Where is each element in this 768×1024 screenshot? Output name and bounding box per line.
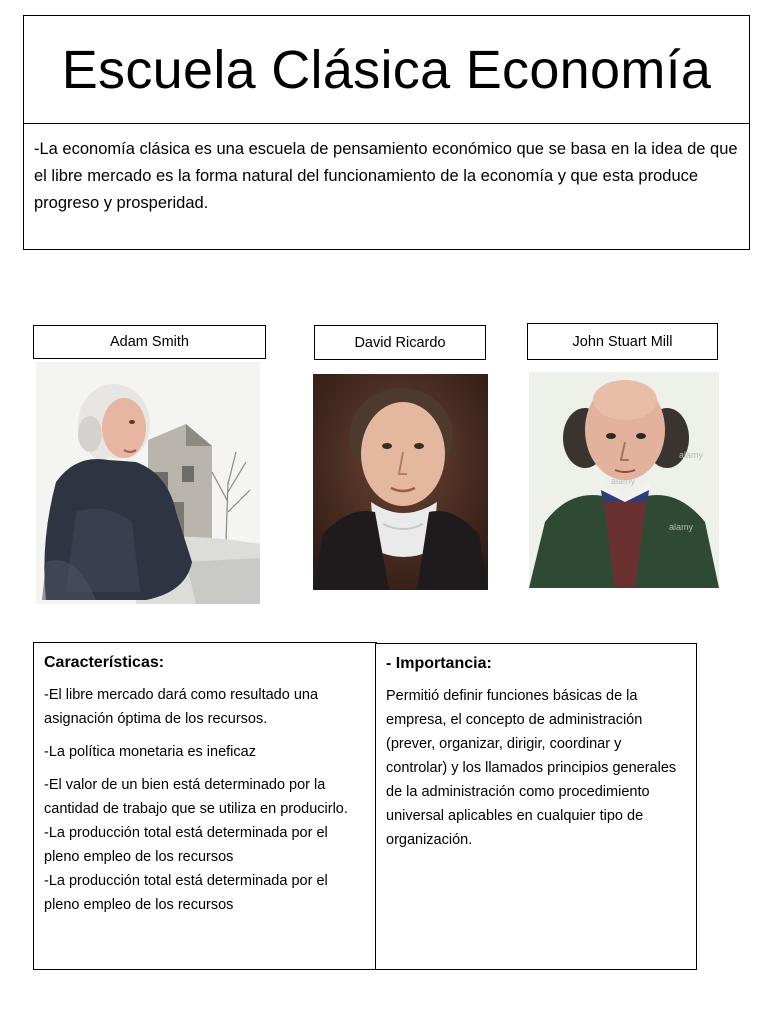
label-david-ricardo [314,325,486,360]
characteristic-item-3: -El valor de un bien está determinado por la cantidad de trabajo que se utiliza en producirlo. [44,777,348,817]
watermark-1: alamy [679,450,704,460]
characteristic-item-2: -La política monetaria es ineficaz [44,744,256,760]
importance-box [375,643,697,970]
importance-heading: - Importancia: [386,655,492,672]
page-title: Escuela Clásica Economía [61,40,712,100]
characteristic-item-1: -El libre mercado dará como resultado una asignación óptima de los recursos. [44,687,319,727]
intro-text: -La economía clásica es una escuela de pensamiento económico que se basa en la idea de que el libre mercado es la forma natural del funcionamiento de la economía y que esta produce progreso y prosperidad. [34,140,738,212]
label-adam-smith [33,325,266,359]
label-john-stuart-mill-text: John Stuart Mill [572,333,673,350]
characteristic-item-5: -La producción total está determinada por el pleno empleo de los recursos [44,873,328,913]
characteristic-item-4: -La producción total está determinada por el pleno empleo de los recursos [44,825,328,865]
watermark-3: alamy [669,522,694,532]
portrait-adam-smith [36,362,260,604]
characteristics-box [33,642,377,970]
label-john-stuart-mill [527,323,718,360]
title-box [23,15,750,125]
portrait-david-ricardo [313,374,488,590]
characteristics-heading: Características: [44,654,165,671]
watermark-2: alamy [611,476,636,486]
intro-box [23,123,750,250]
label-david-ricardo-text: David Ricardo [354,334,446,351]
portrait-john-stuart-mill [529,372,719,588]
importance-text: Permitió definir funciones básicas de la empresa, el concepto de administración (prever, organizar, dirigir, coordinar y controlar) y los llamados principios generales de la administración como procedimiento universal aplicables en cualquier tipo de organización. [386,688,677,848]
label-adam-smith-text: Adam Smith [110,334,189,350]
